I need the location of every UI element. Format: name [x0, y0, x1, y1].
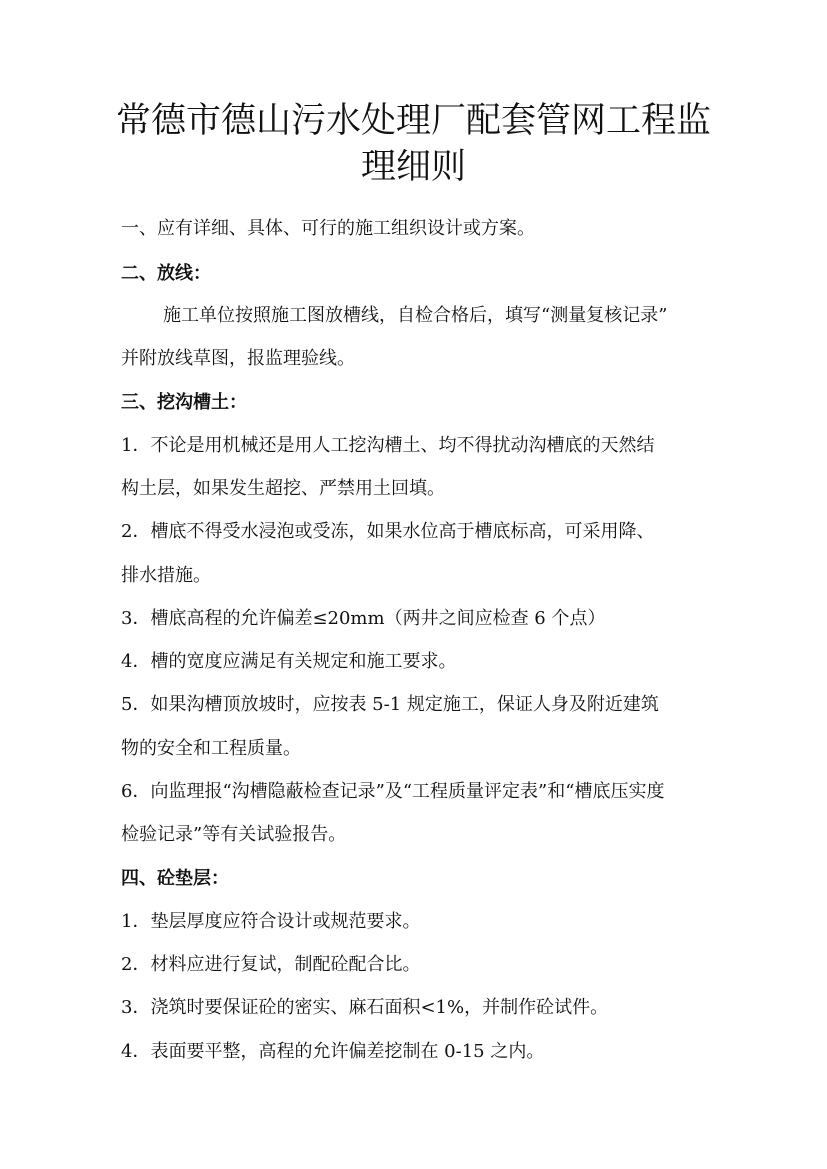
list-item-line: 排水措施。: [121, 565, 211, 586]
list-item-line: 3．槽底高程的允许偏差≤20mm（两井之间应检查 6 个点）: [121, 608, 606, 629]
list-item-line: 4．槽的宽度应满足有关规定和施工要求。: [121, 651, 457, 672]
section-1-heading: 一、应有详细、具体、可行的施工组织设计或方案。: [121, 218, 535, 239]
list-item-line: 5．如果沟槽顶放坡时，应按表 5-1 规定施工，保证人身及附近建筑: [121, 694, 659, 715]
title-line-1: 常德市德山污水处理厂配套管网工程监: [115, 101, 711, 141]
list-item-line: 1．垫层厚度应符合设计或规范要求。: [121, 911, 421, 932]
list-item-line: 检验记录”等有关试验报告。: [121, 824, 347, 845]
section-4-heading: 四、砼垫层：: [121, 868, 229, 889]
list-item-line: 6．向监理报“沟槽隐蔽检查记录”及“工程质量评定表”和“槽底压实度: [121, 781, 665, 802]
section-3-heading: 三、挖沟槽土：: [121, 392, 247, 413]
list-item-line: 2．槽底不得受水浸泡或受冻，如果水位高于槽底标高，可采用降、: [121, 521, 655, 542]
list-item-line: 3．浇筑时要保证砼的密实、麻石面积<1%，并制作砼试件。: [121, 997, 609, 1018]
section-2-heading: 二、放线：: [121, 263, 211, 284]
list-item-line: 物的安全和工程质量。: [121, 738, 301, 759]
list-item-line: 4．表面要平整，高程的允许偏差挖制在 0-15 之内。: [121, 1041, 545, 1062]
document-title: [110, 98, 717, 190]
paragraph-line: 施工单位按照施工图放槽线，自检合格后，填写“测量复核记录”: [163, 305, 668, 326]
title-line-2: 理细则: [360, 147, 466, 187]
list-item-line: 2．材料应进行复试，制配砼配合比。: [121, 954, 421, 975]
list-item-line: 1．不论是用机械还是用人工挖沟槽土、均不得扰动沟槽底的天然结: [121, 435, 655, 456]
paragraph-line: 并附放线草图，报监理验线。: [121, 348, 355, 369]
list-item-line: 构土层，如果发生超挖、严禁用土回填。: [121, 478, 445, 499]
